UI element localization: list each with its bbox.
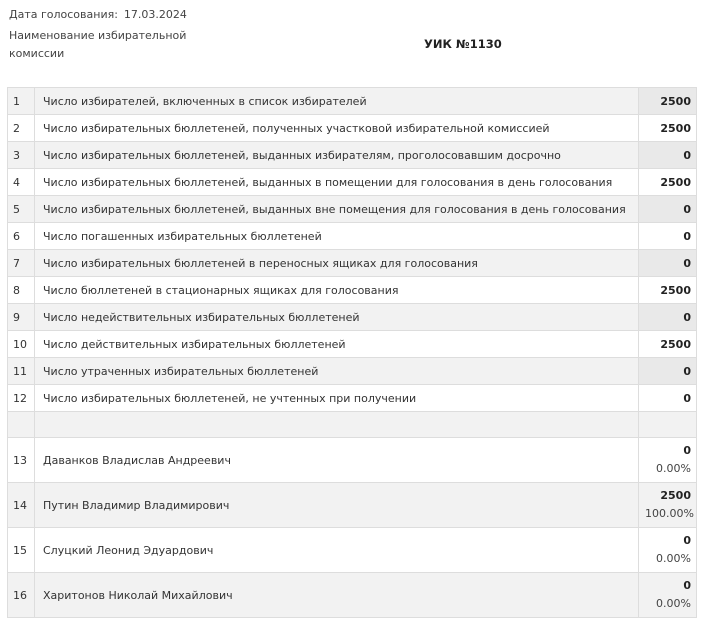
row-label: Число действительных избирательных бюллетеней bbox=[35, 331, 639, 358]
row-number: 2 bbox=[8, 115, 35, 142]
row-value: 2500 bbox=[639, 115, 697, 142]
table-row bbox=[8, 358, 697, 385]
row-value: 2500 bbox=[639, 277, 697, 304]
divider-cell bbox=[8, 412, 35, 438]
voting-date bbox=[9, 8, 187, 21]
candidate-votes: 0 bbox=[683, 579, 691, 592]
row-value: 0 bbox=[639, 223, 697, 250]
table-row bbox=[8, 304, 697, 331]
candidate-votes: 0 bbox=[683, 444, 691, 457]
row-value: 2500 bbox=[639, 331, 697, 358]
row-number: 3 bbox=[8, 142, 35, 169]
row-label: Число избирательных бюллетеней, выданных вне помещения для голосования в день голосования bbox=[35, 196, 639, 223]
voting-date-value: 17.03.2024 bbox=[123, 8, 187, 21]
table-row bbox=[8, 223, 697, 250]
candidate-percent: 100.00% bbox=[645, 507, 694, 520]
row-label: Число избирательных бюллетеней, не учтенных при получении bbox=[35, 385, 639, 412]
row-number: 1 bbox=[8, 88, 35, 115]
row-value: 0 bbox=[639, 196, 697, 223]
row-value: 2500 bbox=[639, 88, 697, 115]
candidate-percent: 0.00% bbox=[656, 552, 691, 565]
candidate-row bbox=[8, 573, 697, 618]
row-value: 0 bbox=[639, 142, 697, 169]
row-number: 14 bbox=[8, 483, 35, 528]
row-number: 7 bbox=[8, 250, 35, 277]
candidate-row bbox=[8, 483, 697, 528]
row-label: Число избирательных бюллетеней, выданных избирателям, проголосовавшим досрочно bbox=[35, 142, 639, 169]
candidate-row bbox=[8, 438, 697, 483]
row-label: Число недействительных избирательных бюллетеней bbox=[35, 304, 639, 331]
row-number: 16 bbox=[8, 573, 35, 618]
table-row bbox=[8, 88, 697, 115]
row-label: Число бюллетеней в стационарных ящиках для голосования bbox=[35, 277, 639, 304]
table-row bbox=[8, 196, 697, 223]
protocol-header bbox=[0, 0, 702, 86]
table-row bbox=[8, 331, 697, 358]
commission-name: УИК №1130 bbox=[424, 37, 502, 51]
row-number: 6 bbox=[8, 223, 35, 250]
row-number: 12 bbox=[8, 385, 35, 412]
row-number: 15 bbox=[8, 528, 35, 573]
row-value: 0 bbox=[639, 250, 697, 277]
row-value: 0 bbox=[639, 385, 697, 412]
candidate-result bbox=[639, 483, 697, 528]
divider-cell bbox=[35, 412, 639, 438]
row-number: 9 bbox=[8, 304, 35, 331]
row-number: 4 bbox=[8, 169, 35, 196]
candidate-percent: 0.00% bbox=[656, 597, 691, 610]
table-row bbox=[8, 169, 697, 196]
row-label: Число избирателей, включенных в список избирателей bbox=[35, 88, 639, 115]
row-label: Число утраченных избирательных бюллетеней bbox=[35, 358, 639, 385]
candidate-name: Слуцкий Леонид Эдуардович bbox=[35, 528, 639, 573]
candidate-result bbox=[639, 438, 697, 483]
candidate-name: Даванков Владислав Андреевич bbox=[35, 438, 639, 483]
candidate-votes: 2500 bbox=[660, 489, 691, 502]
candidate-votes: 0 bbox=[683, 534, 691, 547]
row-number: 13 bbox=[8, 438, 35, 483]
table-row bbox=[8, 142, 697, 169]
row-label: Число избирательных бюллетеней в переносных ящиках для голосования bbox=[35, 250, 639, 277]
row-label: Число погашенных избирательных бюллетеней bbox=[35, 223, 639, 250]
table-row bbox=[8, 277, 697, 304]
candidate-name: Путин Владимир Владимирович bbox=[35, 483, 639, 528]
divider-cell bbox=[639, 412, 697, 438]
commission-label: Наименование избирательной комиссии bbox=[9, 29, 187, 60]
row-label: Число избирательных бюллетеней, выданных в помещении для голосования в день голосования bbox=[35, 169, 639, 196]
candidate-result bbox=[639, 573, 697, 618]
table-row bbox=[8, 250, 697, 277]
candidate-result bbox=[639, 528, 697, 573]
candidate-row bbox=[8, 528, 697, 573]
candidate-percent: 0.00% bbox=[656, 462, 691, 475]
row-value: 2500 bbox=[639, 169, 697, 196]
table-row bbox=[8, 115, 697, 142]
row-value: 0 bbox=[639, 358, 697, 385]
row-number: 8 bbox=[8, 277, 35, 304]
voting-date-label: Дата голосования: bbox=[9, 8, 118, 21]
row-number: 11 bbox=[8, 358, 35, 385]
row-label: Число избирательных бюллетеней, полученных участковой избирательной комиссией bbox=[35, 115, 639, 142]
section-divider-row bbox=[8, 412, 697, 438]
row-number: 5 bbox=[8, 196, 35, 223]
row-value: 0 bbox=[639, 304, 697, 331]
candidate-name: Харитонов Николай Михайлович bbox=[35, 573, 639, 618]
row-number: 10 bbox=[8, 331, 35, 358]
table-row bbox=[8, 385, 697, 412]
results-table bbox=[7, 87, 697, 618]
